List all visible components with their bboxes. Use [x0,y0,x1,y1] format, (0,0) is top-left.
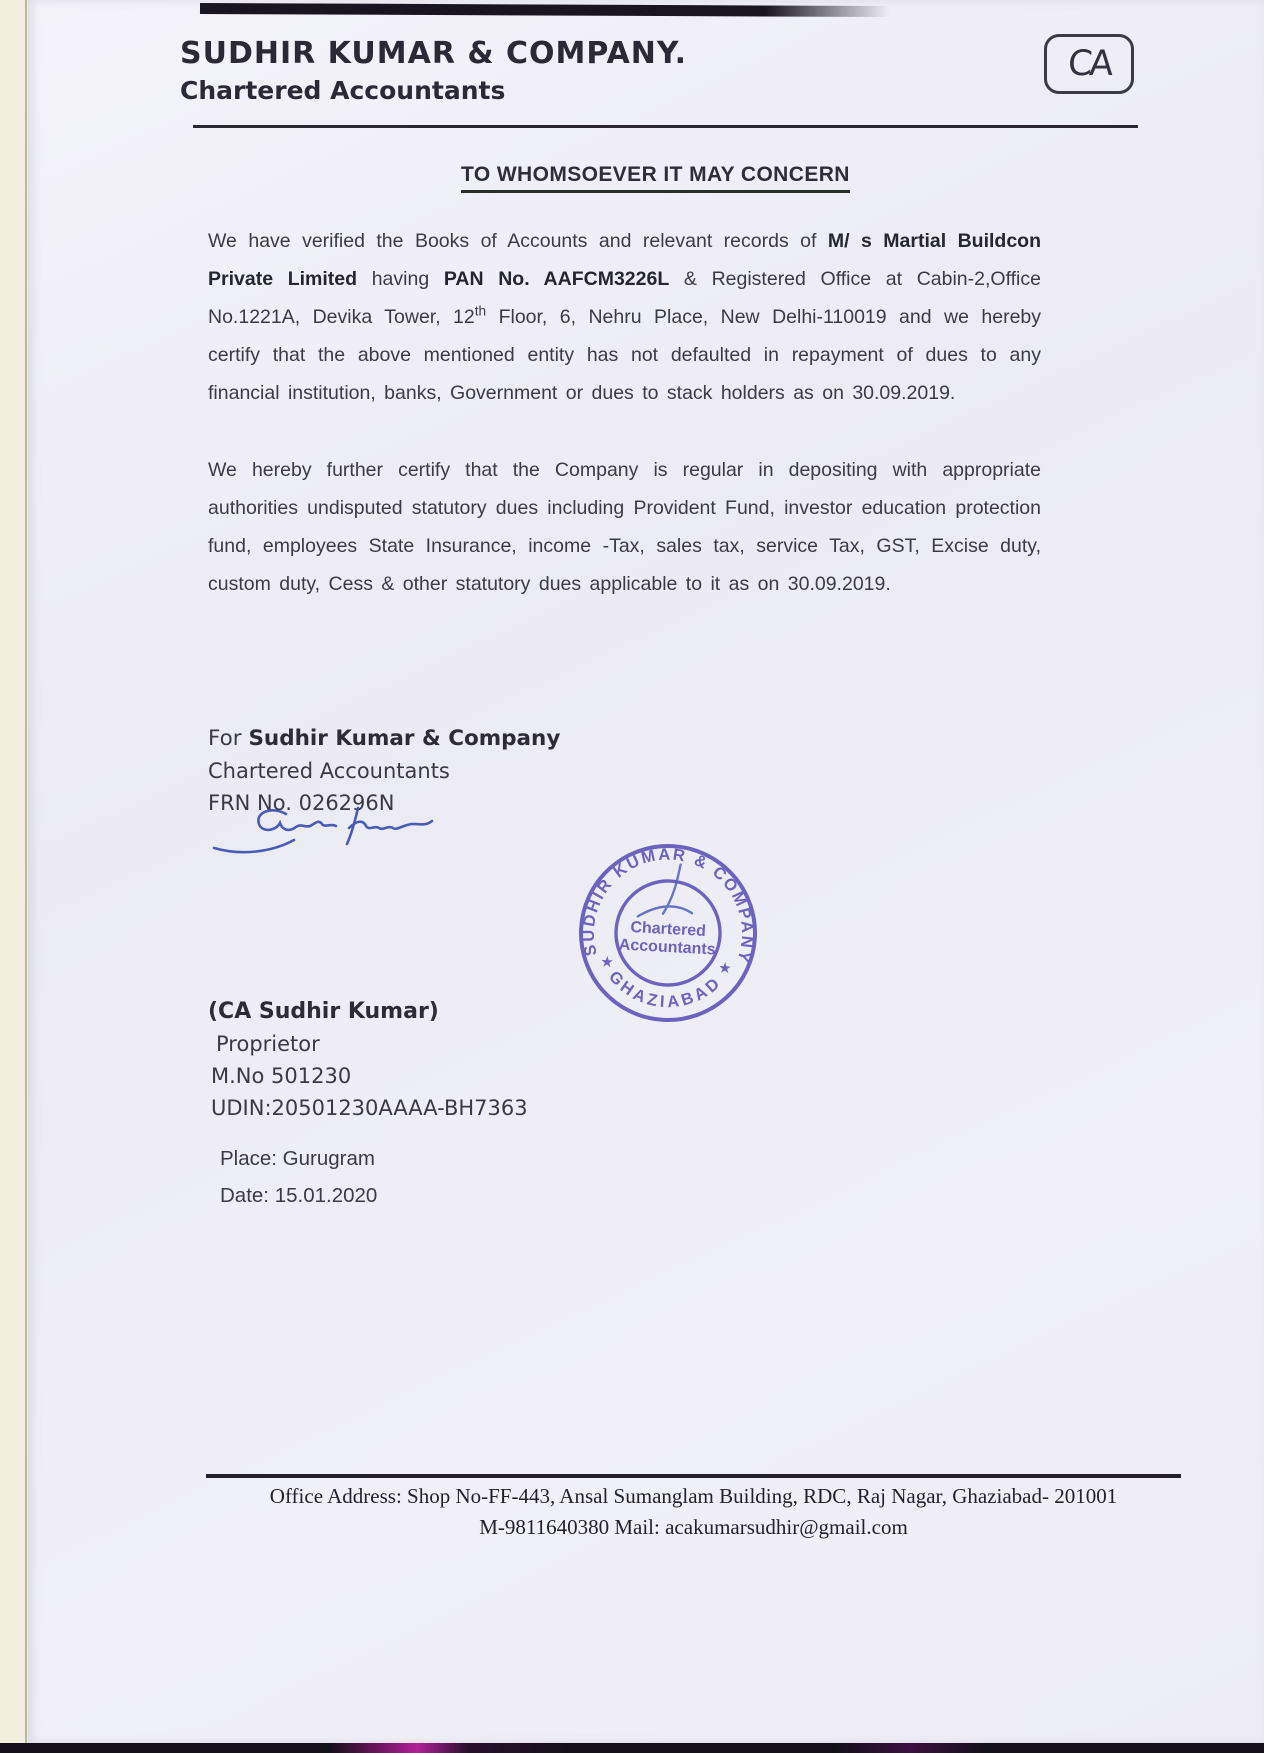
firm-stamp [572,837,763,1028]
stamp-overlapping-ink [638,862,695,919]
footer-address-line: Office Address: Shop No-FF-443, Ansal Sumanglam Building, RDC, Raj Nagar, Ghaziabad- 201001 [269,1484,1118,1508]
stamp-inner-line1: Chartered [630,919,707,940]
body-paragraph-2: We hereby further certify that the Company is regular in depositing with appropriate authorities undisputed statutory dues including Provident Fund, investor education protection fund, employees State Insurance, income -Tax, sales tax, service Tax, GST, Excise duty, custom duty, Cess & other statutory dues applicable to it as on 30.09.2019. [208,459,1041,595]
letter-title: TO WHOMSOEVER IT MAY CONCERN [461,163,850,193]
letterhead-company-name: SUDHIR KUMAR & COMPANY. [180,36,688,71]
membership-number: M.No 501230 [211,1064,352,1088]
handwritten-signature-ink [206,798,438,860]
signatory-title: Proprietor [216,1032,320,1056]
para1-text: having [357,268,444,290]
stamp-star-left-icon: ★ [599,953,615,972]
footer-contact-line: M-9811640380 Mail: acakumarsudhir@gmail.com [479,1515,908,1539]
date-line: Date: 15.01.2020 [220,1184,378,1207]
letter-page [28,0,1264,1744]
scan-left-edge [25,0,27,1753]
closing-for-prefix: For [208,726,249,751]
stamp-star-right-icon: ★ [717,959,733,978]
para1-text: Floor, 6, Nehru Place, New Delhi-110019 and we hereby certify that the above mentioned entity has not defaulted in repayment of dues to any financial institution, banks, Government or dues to stack holders as on 30.09.2019. [208,306,1042,404]
closing-frn: FRN No. 026296N [208,791,395,815]
udin-number: UDIN:20501230AAAA-BH7363 [211,1096,528,1120]
letterhead-subtitle: Chartered Accountants [180,76,506,105]
letterhead-divider [193,125,1138,128]
ca-logo-text: CA [1066,44,1112,84]
para1-company-bold: M/ s Martial Buildcon Private Limited [208,230,1041,290]
stamp-arc-top-text: SUDHIR KUMAR & COMPANY [579,845,757,967]
stamp-arc-bottom-text: GHAZIABAD [605,967,726,1012]
closing-designation: Chartered Accountants [208,759,450,783]
body-paragraph-1 [208,222,1041,412]
closing-firm-name: Sudhir Kumar & Company [248,726,561,751]
para1-ordinal-sup: th [474,303,487,319]
ca-institute-logo-icon [1044,34,1134,94]
para1-text: We have verified the Books of Accounts and relevant records of [208,230,828,252]
stamp-inner-line2: Accountants [618,936,717,959]
para1-pan-bold: PAN No. AAFCM3226L [443,268,670,290]
footer [206,1481,1181,1543]
footer-divider [206,1474,1181,1478]
closing-for-line [208,726,560,751]
scan-bottom-edge [0,1743,1264,1753]
signatory-name: (CA Sudhir Kumar) [208,999,439,1024]
para1-text: & Registered Office at Cabin-2,Office No.1221A, Devika Tower, 12 [208,268,1041,328]
place-line: Place: Gurugram [220,1147,375,1170]
